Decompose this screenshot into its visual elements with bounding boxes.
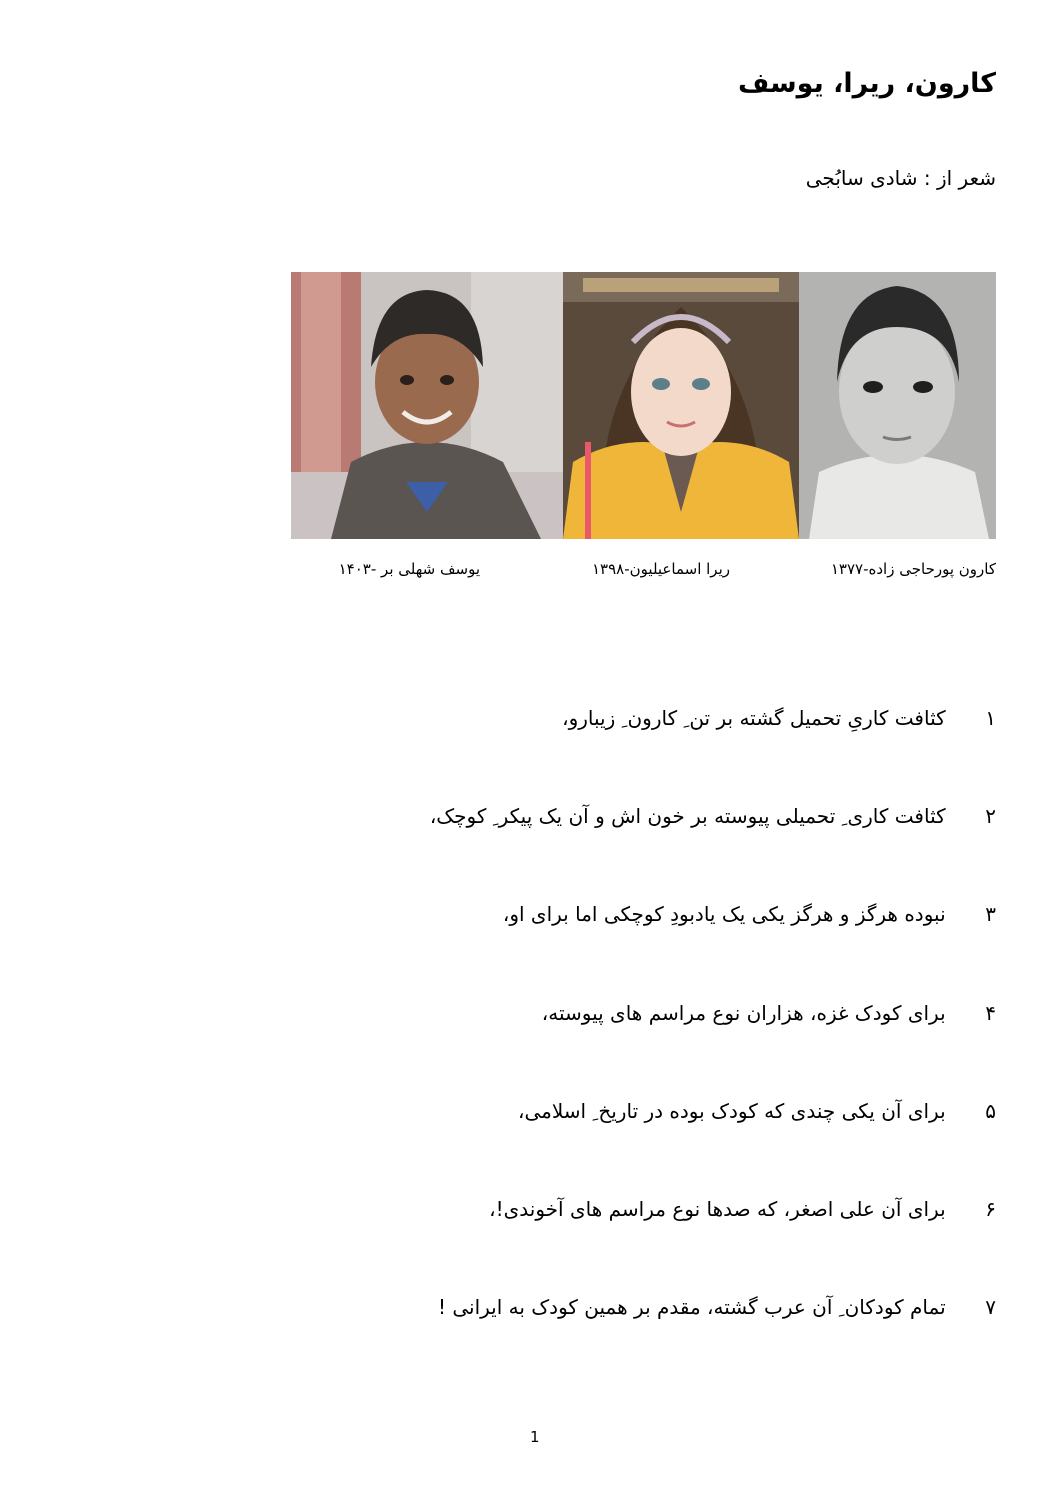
verse-text: برای کودک غزه، هزاران نوع مراسم های پیوسته،	[541, 1001, 946, 1025]
verse-number: ۲	[985, 804, 996, 828]
verse-number: ۳	[985, 902, 996, 926]
author-line: شعر از : شادی سابُجی	[805, 166, 996, 190]
photo-rira	[563, 272, 799, 539]
verse-number: ۵	[985, 1099, 996, 1123]
verse-text: برای آن علی اصغر، که صدها نوع مراسم های آخوندی!،	[489, 1197, 946, 1221]
verse-text: برای آن یکی چندی که کودک بوده در تاریخ ِ اسلامی،	[518, 1099, 946, 1123]
verse-number: ۱	[985, 706, 996, 730]
verse-line	[503, 902, 996, 926]
page-number: 1	[530, 1428, 540, 1446]
caption-karoun: کارون پورحاجی زاده-۱۳۷۷	[830, 560, 996, 578]
verse-line	[489, 1197, 996, 1221]
photo-yousef	[291, 272, 563, 539]
caption-rira: ریرا اسماعیلیون-۱۳۹۸	[592, 560, 730, 578]
verse-line	[518, 1099, 996, 1123]
verse-text: تمام کودکان ِ آن عرب گشته، مقدم بر همین کودک به ایرانی !	[437, 1295, 946, 1319]
photo-karoun	[799, 272, 996, 539]
verse-text: کثافت کاریِ تحمیل گشته بر تن ِ کارون ِ زیبارو،	[562, 706, 946, 730]
verse-number: ۶	[985, 1197, 996, 1221]
verse-line	[430, 804, 996, 828]
verse-number: ۴	[985, 1001, 996, 1025]
verse-number: ۷	[985, 1295, 996, 1319]
verse-text: نبوده هرگز و هرگز یکی یک یادبودِ کوچکی اما برای او،	[502, 902, 946, 926]
verse-text: کثافت کاری ِ تحمیلی پیوسته بر خون اش و آن یک پیکر ِ کوچک،	[429, 804, 946, 828]
page-title: کارون، ریرا، یوسف	[737, 68, 996, 99]
caption-yousef: یوسف شهلی بر -۱۴۰۳	[338, 560, 480, 578]
verse-line	[562, 706, 996, 730]
verse-line	[542, 1001, 996, 1025]
verse-line	[438, 1295, 996, 1319]
